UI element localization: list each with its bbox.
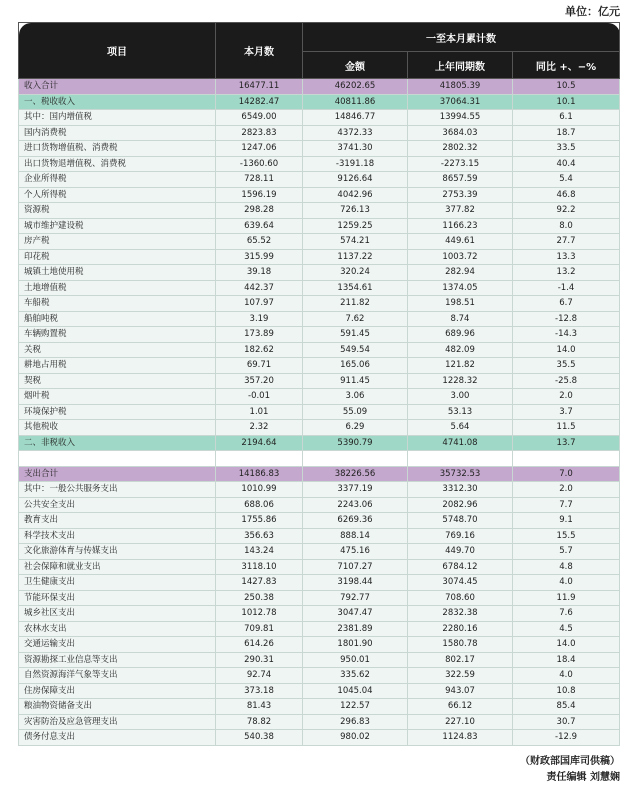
cell-this-month: 1596.19: [216, 187, 303, 203]
row-label: 车船税: [19, 296, 216, 312]
cell-yoy: 7.0: [513, 466, 620, 482]
cell-this-month: 78.82: [216, 714, 303, 730]
table-row: [19, 156, 620, 172]
cell-last-year: 3312.30: [408, 482, 513, 498]
row-label: 自然资源海洋气象等支出: [19, 668, 216, 684]
cell-yoy: 7.7: [513, 497, 620, 513]
cell-amount: 574.21: [303, 234, 408, 250]
source-note: （财政部国库司供稿）: [520, 756, 620, 767]
row-label: 节能环保支出: [19, 590, 216, 606]
row-label: 灾害防治及应急管理支出: [19, 714, 216, 730]
cell-yoy: 18.4: [513, 652, 620, 668]
cell-last-year: 2280.16: [408, 621, 513, 637]
cell-this-month: 728.11: [216, 172, 303, 188]
cell-amount: 911.45: [303, 373, 408, 389]
cell-last-year: 2802.32: [408, 141, 513, 157]
table-row: [19, 435, 620, 451]
cell-this-month: 143.24: [216, 544, 303, 560]
table-row: [19, 528, 620, 544]
cell-last-year: -2273.15: [408, 156, 513, 172]
cell-last-year: 769.16: [408, 528, 513, 544]
cell-this-month: 250.38: [216, 590, 303, 606]
table-body: [19, 79, 620, 746]
cell-amount: 7107.27: [303, 559, 408, 575]
cell-this-month: 39.18: [216, 265, 303, 281]
row-label: 支出合计: [19, 466, 216, 482]
cell-amount: 122.57: [303, 699, 408, 715]
cell-yoy: 27.7: [513, 234, 620, 250]
cell-amount: 6269.36: [303, 513, 408, 529]
cell-yoy: 13.7: [513, 435, 620, 451]
cell-yoy: 4.8: [513, 559, 620, 575]
cell-yoy: 4.0: [513, 575, 620, 591]
cell-last-year: [408, 451, 513, 467]
row-label: 其他税收: [19, 420, 216, 436]
cell-yoy: 11.9: [513, 590, 620, 606]
cell-amount: 1259.25: [303, 218, 408, 234]
cell-last-year: 377.82: [408, 203, 513, 219]
cell-last-year: 53.13: [408, 404, 513, 420]
table-row: [19, 234, 620, 250]
cell-amount: 1801.90: [303, 637, 408, 653]
cell-last-year: 943.07: [408, 683, 513, 699]
row-label: 个人所得税: [19, 187, 216, 203]
cell-last-year: 66.12: [408, 699, 513, 715]
cell-last-year: 3074.45: [408, 575, 513, 591]
cell-yoy: 14.0: [513, 342, 620, 358]
cell-last-year: 4741.08: [408, 435, 513, 451]
cell-amount: 1354.61: [303, 280, 408, 296]
cell-amount: 46202.65: [303, 79, 408, 95]
table-row: [19, 358, 620, 374]
cell-amount: 549.54: [303, 342, 408, 358]
cell-this-month: 173.89: [216, 327, 303, 343]
cell-this-month: 69.71: [216, 358, 303, 374]
row-label: 土地增值税: [19, 280, 216, 296]
cell-this-month: 3118.10: [216, 559, 303, 575]
row-label: 二、非税收入: [19, 435, 216, 451]
row-label: [19, 451, 216, 467]
row-label: 国内消费税: [19, 125, 216, 141]
finance-table: [18, 22, 620, 746]
table-row: [19, 265, 620, 281]
table-row: [19, 249, 620, 265]
cell-last-year: 802.17: [408, 652, 513, 668]
cell-this-month: 1247.06: [216, 141, 303, 157]
cell-yoy: 10.5: [513, 79, 620, 95]
cell-this-month: 6549.00: [216, 110, 303, 126]
header-yoy: 同比 +、−%: [513, 52, 620, 79]
table-row: [19, 280, 620, 296]
cell-last-year: 449.61: [408, 234, 513, 250]
cell-yoy: 35.5: [513, 358, 620, 374]
cell-amount: 3.06: [303, 389, 408, 405]
cell-yoy: -14.3: [513, 327, 620, 343]
row-label: 房产税: [19, 234, 216, 250]
cell-amount: 14846.77: [303, 110, 408, 126]
cell-last-year: 121.82: [408, 358, 513, 374]
cell-last-year: 5.64: [408, 420, 513, 436]
cell-last-year: 8657.59: [408, 172, 513, 188]
cell-this-month: 14282.47: [216, 94, 303, 110]
row-label: 出口货物退增值税、消费税: [19, 156, 216, 172]
row-label: 船舶吨税: [19, 311, 216, 327]
cell-yoy: -1.4: [513, 280, 620, 296]
cell-last-year: 2832.38: [408, 606, 513, 622]
header-this-month: 本月数: [216, 23, 303, 79]
cell-yoy: 4.5: [513, 621, 620, 637]
table-row: [19, 451, 620, 467]
cell-this-month: 1010.99: [216, 482, 303, 498]
table-row: [19, 683, 620, 699]
row-label: 社会保障和就业支出: [19, 559, 216, 575]
cell-yoy: 33.5: [513, 141, 620, 157]
row-label: 烟叶税: [19, 389, 216, 405]
cell-yoy: 46.8: [513, 187, 620, 203]
table-row: [19, 497, 620, 513]
cell-yoy: 18.7: [513, 125, 620, 141]
row-label: 城镇土地使用税: [19, 265, 216, 281]
row-label: 收入合计: [19, 79, 216, 95]
cell-yoy: 40.4: [513, 156, 620, 172]
table-row: [19, 141, 620, 157]
cell-yoy: 13.3: [513, 249, 620, 265]
cell-amount: 475.16: [303, 544, 408, 560]
cell-yoy: 11.5: [513, 420, 620, 436]
cell-amount: -3191.18: [303, 156, 408, 172]
table-row: [19, 373, 620, 389]
cell-last-year: 227.10: [408, 714, 513, 730]
cell-amount: 1137.22: [303, 249, 408, 265]
table-row: [19, 296, 620, 312]
row-label: 住房保障支出: [19, 683, 216, 699]
cell-this-month: 182.62: [216, 342, 303, 358]
cell-last-year: 3.00: [408, 389, 513, 405]
cell-this-month: 373.18: [216, 683, 303, 699]
cell-yoy: 5.4: [513, 172, 620, 188]
row-label: 其中：一般公共服务支出: [19, 482, 216, 498]
cell-this-month: -0.01: [216, 389, 303, 405]
cell-yoy: 15.5: [513, 528, 620, 544]
cell-amount: 3047.47: [303, 606, 408, 622]
cell-this-month: 356.63: [216, 528, 303, 544]
cell-amount: 980.02: [303, 730, 408, 746]
cell-yoy: 2.0: [513, 389, 620, 405]
row-label: 耕地占用税: [19, 358, 216, 374]
table-row: [19, 544, 620, 560]
table-row: [19, 668, 620, 684]
cell-this-month: 81.43: [216, 699, 303, 715]
cell-last-year: 198.51: [408, 296, 513, 312]
cell-yoy: 7.6: [513, 606, 620, 622]
cell-this-month: 688.06: [216, 497, 303, 513]
cell-last-year: 1003.72: [408, 249, 513, 265]
table-row: [19, 389, 620, 405]
cell-last-year: 1166.23: [408, 218, 513, 234]
cell-yoy: -12.9: [513, 730, 620, 746]
cell-amount: 726.13: [303, 203, 408, 219]
cell-amount: 211.82: [303, 296, 408, 312]
table-row: [19, 730, 620, 746]
cell-amount: 296.83: [303, 714, 408, 730]
table-row: [19, 482, 620, 498]
cell-amount: [303, 451, 408, 467]
editor-note: 责任编辑 刘慧娴: [546, 772, 620, 783]
table-row: [19, 637, 620, 653]
cell-amount: 7.62: [303, 311, 408, 327]
header-cumulative: 一至本月累计数: [303, 23, 620, 52]
row-label: 印花税: [19, 249, 216, 265]
cell-last-year: 37064.31: [408, 94, 513, 110]
row-label: 进口货物增值税、消费税: [19, 141, 216, 157]
table-row: [19, 327, 620, 343]
cell-yoy: 10.1: [513, 94, 620, 110]
cell-yoy: 13.2: [513, 265, 620, 281]
cell-last-year: 2082.96: [408, 497, 513, 513]
row-label: 其中：国内增值税: [19, 110, 216, 126]
row-label: 粮油物资储备支出: [19, 699, 216, 715]
table-row: [19, 513, 620, 529]
row-label: 交通运输支出: [19, 637, 216, 653]
cell-yoy: 2.0: [513, 482, 620, 498]
cell-this-month: 2.32: [216, 420, 303, 436]
cell-yoy: 8.0: [513, 218, 620, 234]
cell-yoy: -25.8: [513, 373, 620, 389]
cell-last-year: 1580.78: [408, 637, 513, 653]
cell-amount: 950.01: [303, 652, 408, 668]
cell-amount: 6.29: [303, 420, 408, 436]
table-row: [19, 714, 620, 730]
cell-this-month: 442.37: [216, 280, 303, 296]
table-row: [19, 342, 620, 358]
table-row: [19, 606, 620, 622]
row-label: 资源勘探工业信息等支出: [19, 652, 216, 668]
cell-amount: 2381.89: [303, 621, 408, 637]
row-label: 科学技术支出: [19, 528, 216, 544]
cell-yoy: 30.7: [513, 714, 620, 730]
unit-label: 单位：亿元: [565, 5, 620, 18]
cell-this-month: 357.20: [216, 373, 303, 389]
table-row: [19, 187, 620, 203]
cell-yoy: 10.8: [513, 683, 620, 699]
cell-this-month: 290.31: [216, 652, 303, 668]
row-label: 契税: [19, 373, 216, 389]
cell-last-year: 1124.83: [408, 730, 513, 746]
cell-last-year: 322.59: [408, 668, 513, 684]
row-label: 公共安全支出: [19, 497, 216, 513]
table-row: [19, 218, 620, 234]
cell-this-month: 2823.83: [216, 125, 303, 141]
row-label: 债务付息支出: [19, 730, 216, 746]
cell-amount: 9126.64: [303, 172, 408, 188]
table-row: [19, 699, 620, 715]
table-row: [19, 575, 620, 591]
cell-yoy: [513, 451, 620, 467]
cell-yoy: -12.8: [513, 311, 620, 327]
cell-amount: 335.62: [303, 668, 408, 684]
table-row: [19, 94, 620, 110]
cell-yoy: 9.1: [513, 513, 620, 529]
table-row: [19, 621, 620, 637]
cell-this-month: 639.64: [216, 218, 303, 234]
cell-last-year: 1228.32: [408, 373, 513, 389]
cell-this-month: 709.81: [216, 621, 303, 637]
cell-last-year: 5748.70: [408, 513, 513, 529]
cell-this-month: 315.99: [216, 249, 303, 265]
header-item: 项目: [19, 23, 216, 79]
row-label: 车辆购置税: [19, 327, 216, 343]
row-label: 环境保护税: [19, 404, 216, 420]
cell-last-year: 282.94: [408, 265, 513, 281]
cell-last-year: 3684.03: [408, 125, 513, 141]
header-amount: 金额: [303, 52, 408, 79]
cell-this-month: -1360.60: [216, 156, 303, 172]
header-last-year: 上年同期数: [408, 52, 513, 79]
row-label: 卫生健康支出: [19, 575, 216, 591]
cell-this-month: 298.28: [216, 203, 303, 219]
cell-yoy: 5.7: [513, 544, 620, 560]
table-row: [19, 311, 620, 327]
cell-amount: 2243.06: [303, 497, 408, 513]
row-label: 农林水支出: [19, 621, 216, 637]
cell-yoy: 92.2: [513, 203, 620, 219]
cell-this-month: 16477.11: [216, 79, 303, 95]
cell-amount: 3741.30: [303, 141, 408, 157]
cell-last-year: 8.74: [408, 311, 513, 327]
cell-amount: 55.09: [303, 404, 408, 420]
table-row: [19, 420, 620, 436]
cell-this-month: 1.01: [216, 404, 303, 420]
cell-this-month: 3.19: [216, 311, 303, 327]
cell-amount: 1045.04: [303, 683, 408, 699]
cell-yoy: 14.0: [513, 637, 620, 653]
cell-amount: 591.45: [303, 327, 408, 343]
row-label: 资源税: [19, 203, 216, 219]
cell-amount: 792.77: [303, 590, 408, 606]
table-row: [19, 203, 620, 219]
table-header: [19, 23, 620, 79]
cell-yoy: 85.4: [513, 699, 620, 715]
cell-this-month: [216, 451, 303, 467]
cell-amount: 40811.86: [303, 94, 408, 110]
cell-amount: 3377.19: [303, 482, 408, 498]
cell-last-year: 689.96: [408, 327, 513, 343]
cell-amount: 3198.44: [303, 575, 408, 591]
table-row: [19, 125, 620, 141]
cell-this-month: 1755.86: [216, 513, 303, 529]
cell-last-year: 708.60: [408, 590, 513, 606]
cell-yoy: 6.1: [513, 110, 620, 126]
table-row: [19, 559, 620, 575]
cell-yoy: 4.0: [513, 668, 620, 684]
cell-last-year: 2753.39: [408, 187, 513, 203]
row-label: 城乡社区支出: [19, 606, 216, 622]
table-row: [19, 404, 620, 420]
cell-this-month: 1012.78: [216, 606, 303, 622]
cell-last-year: 6784.12: [408, 559, 513, 575]
cell-this-month: 14186.83: [216, 466, 303, 482]
row-label: 企业所得税: [19, 172, 216, 188]
cell-amount: 165.06: [303, 358, 408, 374]
table-row: [19, 466, 620, 482]
table-row: [19, 590, 620, 606]
cell-this-month: 614.26: [216, 637, 303, 653]
cell-last-year: 13994.55: [408, 110, 513, 126]
cell-this-month: 540.38: [216, 730, 303, 746]
row-label: 教育支出: [19, 513, 216, 529]
row-label: 关税: [19, 342, 216, 358]
row-label: 城市维护建设税: [19, 218, 216, 234]
table-row: [19, 79, 620, 95]
cell-amount: 4372.33: [303, 125, 408, 141]
cell-this-month: 92.74: [216, 668, 303, 684]
cell-last-year: 482.09: [408, 342, 513, 358]
table-row: [19, 172, 620, 188]
cell-last-year: 1374.05: [408, 280, 513, 296]
table-row: [19, 652, 620, 668]
row-label: 一、税收收入: [19, 94, 216, 110]
table-row: [19, 110, 620, 126]
cell-this-month: 1427.83: [216, 575, 303, 591]
cell-last-year: 35732.53: [408, 466, 513, 482]
cell-amount: 4042.96: [303, 187, 408, 203]
cell-this-month: 65.52: [216, 234, 303, 250]
cell-amount: 320.24: [303, 265, 408, 281]
row-label: 文化旅游体育与传媒支出: [19, 544, 216, 560]
cell-amount: 38226.56: [303, 466, 408, 482]
cell-yoy: 6.7: [513, 296, 620, 312]
cell-yoy: 3.7: [513, 404, 620, 420]
cell-amount: 5390.79: [303, 435, 408, 451]
cell-this-month: 2194.64: [216, 435, 303, 451]
cell-this-month: 107.97: [216, 296, 303, 312]
cell-amount: 888.14: [303, 528, 408, 544]
cell-last-year: 41805.39: [408, 79, 513, 95]
cell-last-year: 449.70: [408, 544, 513, 560]
